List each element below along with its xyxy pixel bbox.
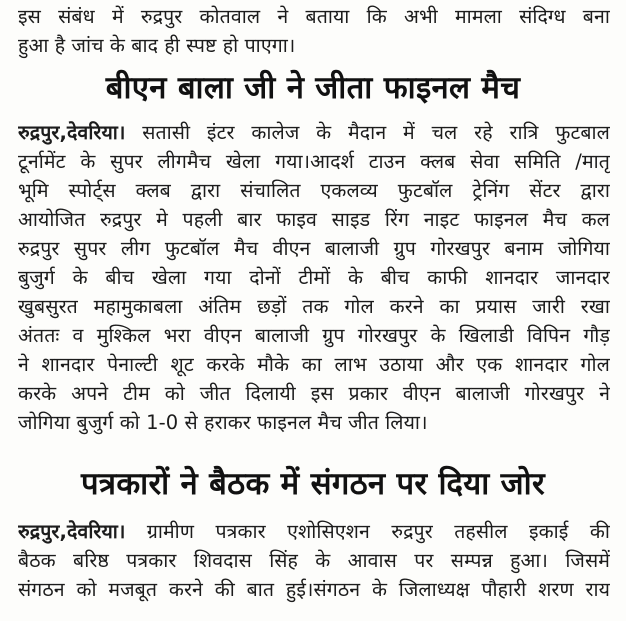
text-line: खुबसुरत महामुकाबला अंतिम छड़ों तक गोल करने का प्रयास जारी रखा	[18, 295, 610, 318]
text-fragment: सतासी इंटर कालेज के मैदान में चल रहे रात्रि फुटबाल	[125, 121, 610, 144]
text-line: अंततः व मुश्किल भरा वीएन बालाजी ग्रुप गोरखपुर के खिलाडी विपिन गौड़	[18, 324, 610, 347]
text-line: टूर्नामेंट के सुपर लीगमैच खेला गया।आदर्श टाउन क्लब सेवा समिति /मातृ	[18, 150, 610, 173]
text-line	[18, 118, 610, 147]
text-line: आयोजित रुद्रपुर मे पहली बार फाइव साइड रिंग नाइट फाइनल मैच कल	[18, 208, 610, 231]
article-1-body	[18, 118, 610, 437]
article-2-body	[18, 517, 610, 604]
dateline: रुद्रपुर,देवरिया।	[18, 520, 126, 543]
text-line: ने शानदार पेनाल्टी शूट करके मौके का लाभ उठाया और एक शानदार गोल	[18, 353, 610, 376]
dateline: रुद्रपुर,देवरिया।	[18, 121, 126, 144]
intro-paragraph	[18, 2, 610, 60]
text-line: रुद्रपुर सुपर लीग फुटबॉल मैच वीएन बालाजी ग्रुप गोरखपुर बनाम जोगिया	[18, 237, 610, 260]
text-line: बैठक बरिष्ठ पत्रकार शिवदास सिंह के आवास पर सम्पन्न हुआ। जिसमें	[18, 549, 610, 572]
text-line: बुजुर्ग के बीच खेला गया दोनों टीमों के बीच काफी शानदार जानदार	[18, 266, 610, 289]
text-line: जोगिया बुजुर्ग को 1-0 से हराकर फाइनल मैच जीत लिया।	[18, 411, 428, 434]
text-line: हुआ है जांच के बाद ही स्पष्ट हो पाएगा।	[18, 34, 296, 57]
text-line: भूमि स्पोर्ट्स क्लब द्वारा संचालित एकलव्य फुटबॉल ट्रेनिंग सेंटर द्वारा	[18, 179, 610, 202]
headline-article-2: पत्रकारों ने बैठक में संगठन पर दिया जोर	[81, 466, 545, 502]
text-line: इस संबंध में रुद्रपुर कोतवाल ने बताया कि अभी मामला संदिग्ध बना	[18, 5, 610, 28]
text-line: संगठन को मजबूत करने की बात हुई।संगठन के जिलाध्यक्ष पौहारी शरण राय	[18, 578, 610, 601]
headline-article-1: बीएन बाला जी ने जीता फाइनल मैच	[105, 70, 521, 106]
text-line	[18, 517, 610, 546]
text-fragment: ग्रामीण पत्रकार एशोसिएशन रुद्रपुर तहसील इकाई की	[125, 520, 610, 543]
text-line: करके अपने टीम को जीत दिलायी इस प्रकार वीएन बालाजी गोरखपुर ने	[18, 382, 610, 405]
